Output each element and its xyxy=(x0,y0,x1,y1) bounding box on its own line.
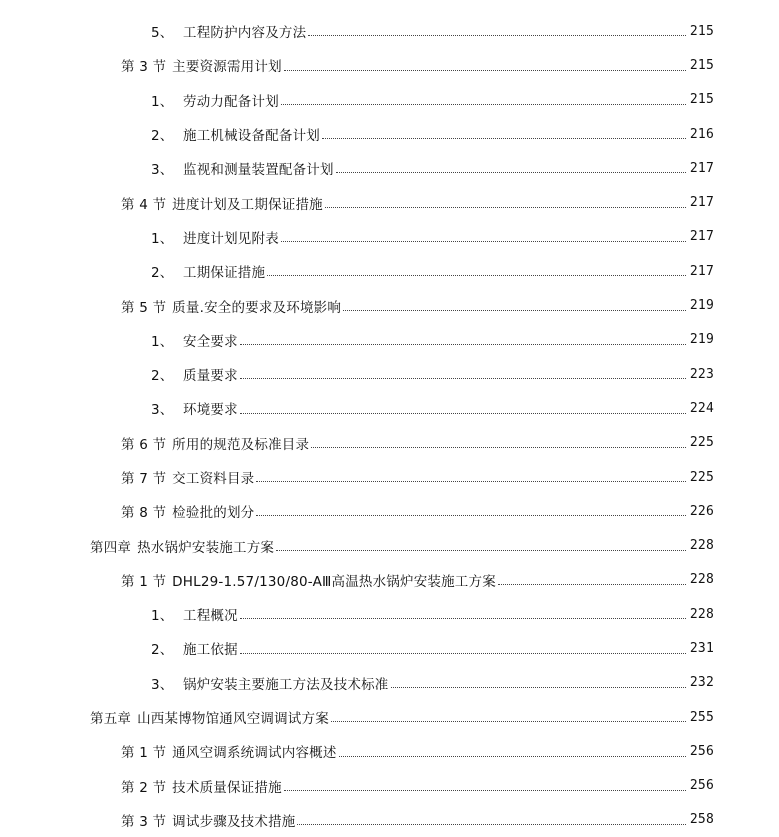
toc-entry[interactable] xyxy=(0,220,779,254)
toc-entry[interactable] xyxy=(0,391,779,425)
dot-leader xyxy=(281,103,686,105)
toc-entry[interactable] xyxy=(0,631,779,665)
toc-entry-page-number: 217 xyxy=(689,229,714,245)
toc-entry-title: 监视和测量装置配备计划 xyxy=(183,162,334,179)
dot-leader xyxy=(339,755,686,757)
toc-entry-title: 主要资源需用计划 xyxy=(172,59,282,76)
toc-entry[interactable] xyxy=(0,117,779,151)
toc-entry-page-number: 216 xyxy=(689,126,714,142)
toc-entry-number: 第 1 节 xyxy=(121,573,167,590)
dot-leader xyxy=(240,343,686,345)
toc-entry-page-number: 228 xyxy=(689,538,714,554)
toc-entry-title: 工期保证措施 xyxy=(183,265,266,282)
toc-entry[interactable] xyxy=(0,288,779,322)
toc-entry-number: 2、 xyxy=(151,265,174,282)
toc-entry[interactable] xyxy=(0,254,779,288)
table-of-contents xyxy=(0,14,779,837)
toc-entry-title: 劳动力配备计划 xyxy=(183,93,279,110)
toc-entry-page-number: 228 xyxy=(689,572,714,588)
toc-entry[interactable] xyxy=(0,769,779,803)
toc-entry-number: 1、 xyxy=(151,93,174,110)
toc-entry-page-number: 225 xyxy=(689,435,714,451)
toc-entry-number: 第 1 节 xyxy=(121,745,167,762)
dot-leader xyxy=(498,583,686,585)
toc-entry[interactable] xyxy=(0,494,779,528)
toc-entry-title: 锅炉安装主要施工方法及技术标准 xyxy=(183,676,389,693)
toc-entry-page-number: 217 xyxy=(689,263,714,279)
toc-entry-title: 环境要求 xyxy=(183,402,238,419)
toc-entry[interactable] xyxy=(0,323,779,357)
toc-entry[interactable] xyxy=(0,700,779,734)
toc-entry[interactable] xyxy=(0,666,779,700)
toc-entry-title: 进度计划及工期保证措施 xyxy=(172,196,323,213)
toc-entry-page-number: 224 xyxy=(689,400,714,416)
toc-entry-number: 1、 xyxy=(151,333,174,350)
toc-entry-title: 技术质量保证措施 xyxy=(172,779,282,796)
toc-entry-page-number: 215 xyxy=(689,57,714,73)
toc-entry-number: 3、 xyxy=(151,676,174,693)
toc-entry-title: 热水锅炉安装施工方案 xyxy=(137,539,275,556)
toc-entry-page-number: 226 xyxy=(689,503,714,519)
toc-entry-number: 2、 xyxy=(151,368,174,385)
dot-leader xyxy=(331,720,686,722)
dot-leader xyxy=(267,274,686,276)
toc-entry-title: 工程防护内容及方法 xyxy=(183,25,307,42)
toc-entry-title: 交工资料目录 xyxy=(172,471,255,487)
toc-entry[interactable] xyxy=(0,83,779,117)
dot-leader xyxy=(284,789,686,791)
toc-entry[interactable] xyxy=(0,357,779,391)
toc-entry-number: 第 6 节 xyxy=(121,436,167,453)
dot-leader xyxy=(284,69,686,71)
toc-entry-page-number: 219 xyxy=(689,332,714,348)
toc-entry[interactable] xyxy=(0,803,779,837)
toc-entry-number: 第 5 节 xyxy=(121,299,167,316)
toc-entry-title: 工程概况 xyxy=(183,608,238,625)
dot-leader xyxy=(297,823,686,825)
toc-entry[interactable] xyxy=(0,528,779,562)
toc-entry-page-number: 219 xyxy=(689,298,714,314)
toc-entry-page-number: 215 xyxy=(689,92,714,108)
dot-leader xyxy=(308,34,686,36)
toc-entry[interactable] xyxy=(0,426,779,460)
toc-entry-title: 质量.安全的要求及环境影响 xyxy=(172,299,342,316)
toc-entry-number: 第 3 节 xyxy=(121,813,167,830)
toc-entry-title: 检验批的划分 xyxy=(172,505,255,522)
toc-entry[interactable] xyxy=(0,460,779,494)
toc-entry-page-number: 225 xyxy=(689,469,714,485)
toc-entry-title: DHL29-1.57/130/80-AⅢ高温热水锅炉安装施工方案 xyxy=(172,573,496,590)
dot-leader xyxy=(336,171,686,173)
toc-entry[interactable] xyxy=(0,597,779,631)
toc-entry-page-number: 258 xyxy=(689,812,714,828)
toc-entry-number: 3、 xyxy=(151,162,174,179)
toc-entry[interactable] xyxy=(0,734,779,768)
toc-entry-title: 山西某博物馆通风空调调试方案 xyxy=(137,711,329,728)
toc-entry-title: 所用的规范及标准目录 xyxy=(172,436,310,453)
dot-leader xyxy=(240,617,686,619)
toc-entry-page-number: 256 xyxy=(689,743,714,759)
toc-entry-page-number: 215 xyxy=(689,23,714,39)
toc-entry-page-number: 231 xyxy=(689,640,714,656)
dot-leader xyxy=(240,652,686,654)
dot-leader xyxy=(240,377,686,379)
toc-entry-number: 3、 xyxy=(151,402,174,419)
toc-entry[interactable] xyxy=(0,48,779,82)
toc-entry-page-number: 217 xyxy=(689,195,714,211)
dot-leader xyxy=(240,412,686,414)
toc-entry-page-number: 228 xyxy=(689,606,714,622)
toc-entry-number: 1、 xyxy=(151,608,174,625)
dot-leader xyxy=(256,514,686,516)
toc-entry-number: 第 7 节 xyxy=(121,471,167,487)
toc-entry-number: 第五章 xyxy=(90,711,132,728)
toc-entry-title: 施工依据 xyxy=(183,642,238,659)
toc-entry-page-number: 217 xyxy=(689,160,714,176)
toc-entry-number: 第四章 xyxy=(90,539,132,556)
dot-leader xyxy=(311,446,686,448)
toc-entry[interactable] xyxy=(0,185,779,219)
toc-entry[interactable] xyxy=(0,151,779,185)
toc-entry-title: 施工机械设备配备计划 xyxy=(183,128,320,145)
toc-entry-title: 进度计划见附表 xyxy=(183,230,279,247)
toc-entry-title: 调试步骤及技术措施 xyxy=(172,813,296,830)
dot-leader xyxy=(343,309,686,311)
toc-entry-number: 2、 xyxy=(151,128,174,145)
toc-entry-number: 第 8 节 xyxy=(121,505,167,522)
toc-entry-number: 1、 xyxy=(151,230,174,247)
toc-entry-number: 5、 xyxy=(151,25,174,42)
toc-entry-number: 第 4 节 xyxy=(121,196,167,213)
toc-entry-page-number: 256 xyxy=(689,778,714,794)
toc-entry-page-number: 255 xyxy=(689,709,714,725)
toc-entry-number: 第 2 节 xyxy=(121,779,167,796)
toc-entry-number: 第 3 节 xyxy=(121,59,167,76)
dot-leader xyxy=(391,686,687,688)
dot-leader xyxy=(256,480,686,482)
dot-leader xyxy=(325,206,686,208)
toc-entry[interactable] xyxy=(0,563,779,597)
toc-entry-title: 安全要求 xyxy=(183,333,238,350)
toc-entry-number: 2、 xyxy=(151,642,174,659)
toc-entry-title: 通风空调系统调试内容概述 xyxy=(172,745,337,762)
toc-entry[interactable] xyxy=(0,14,779,48)
toc-entry-page-number: 223 xyxy=(689,366,714,382)
dot-leader xyxy=(281,240,686,242)
toc-entry-page-number: 232 xyxy=(689,675,714,691)
dot-leader xyxy=(322,137,686,139)
dot-leader xyxy=(276,549,686,551)
toc-entry-title: 质量要求 xyxy=(183,368,238,385)
